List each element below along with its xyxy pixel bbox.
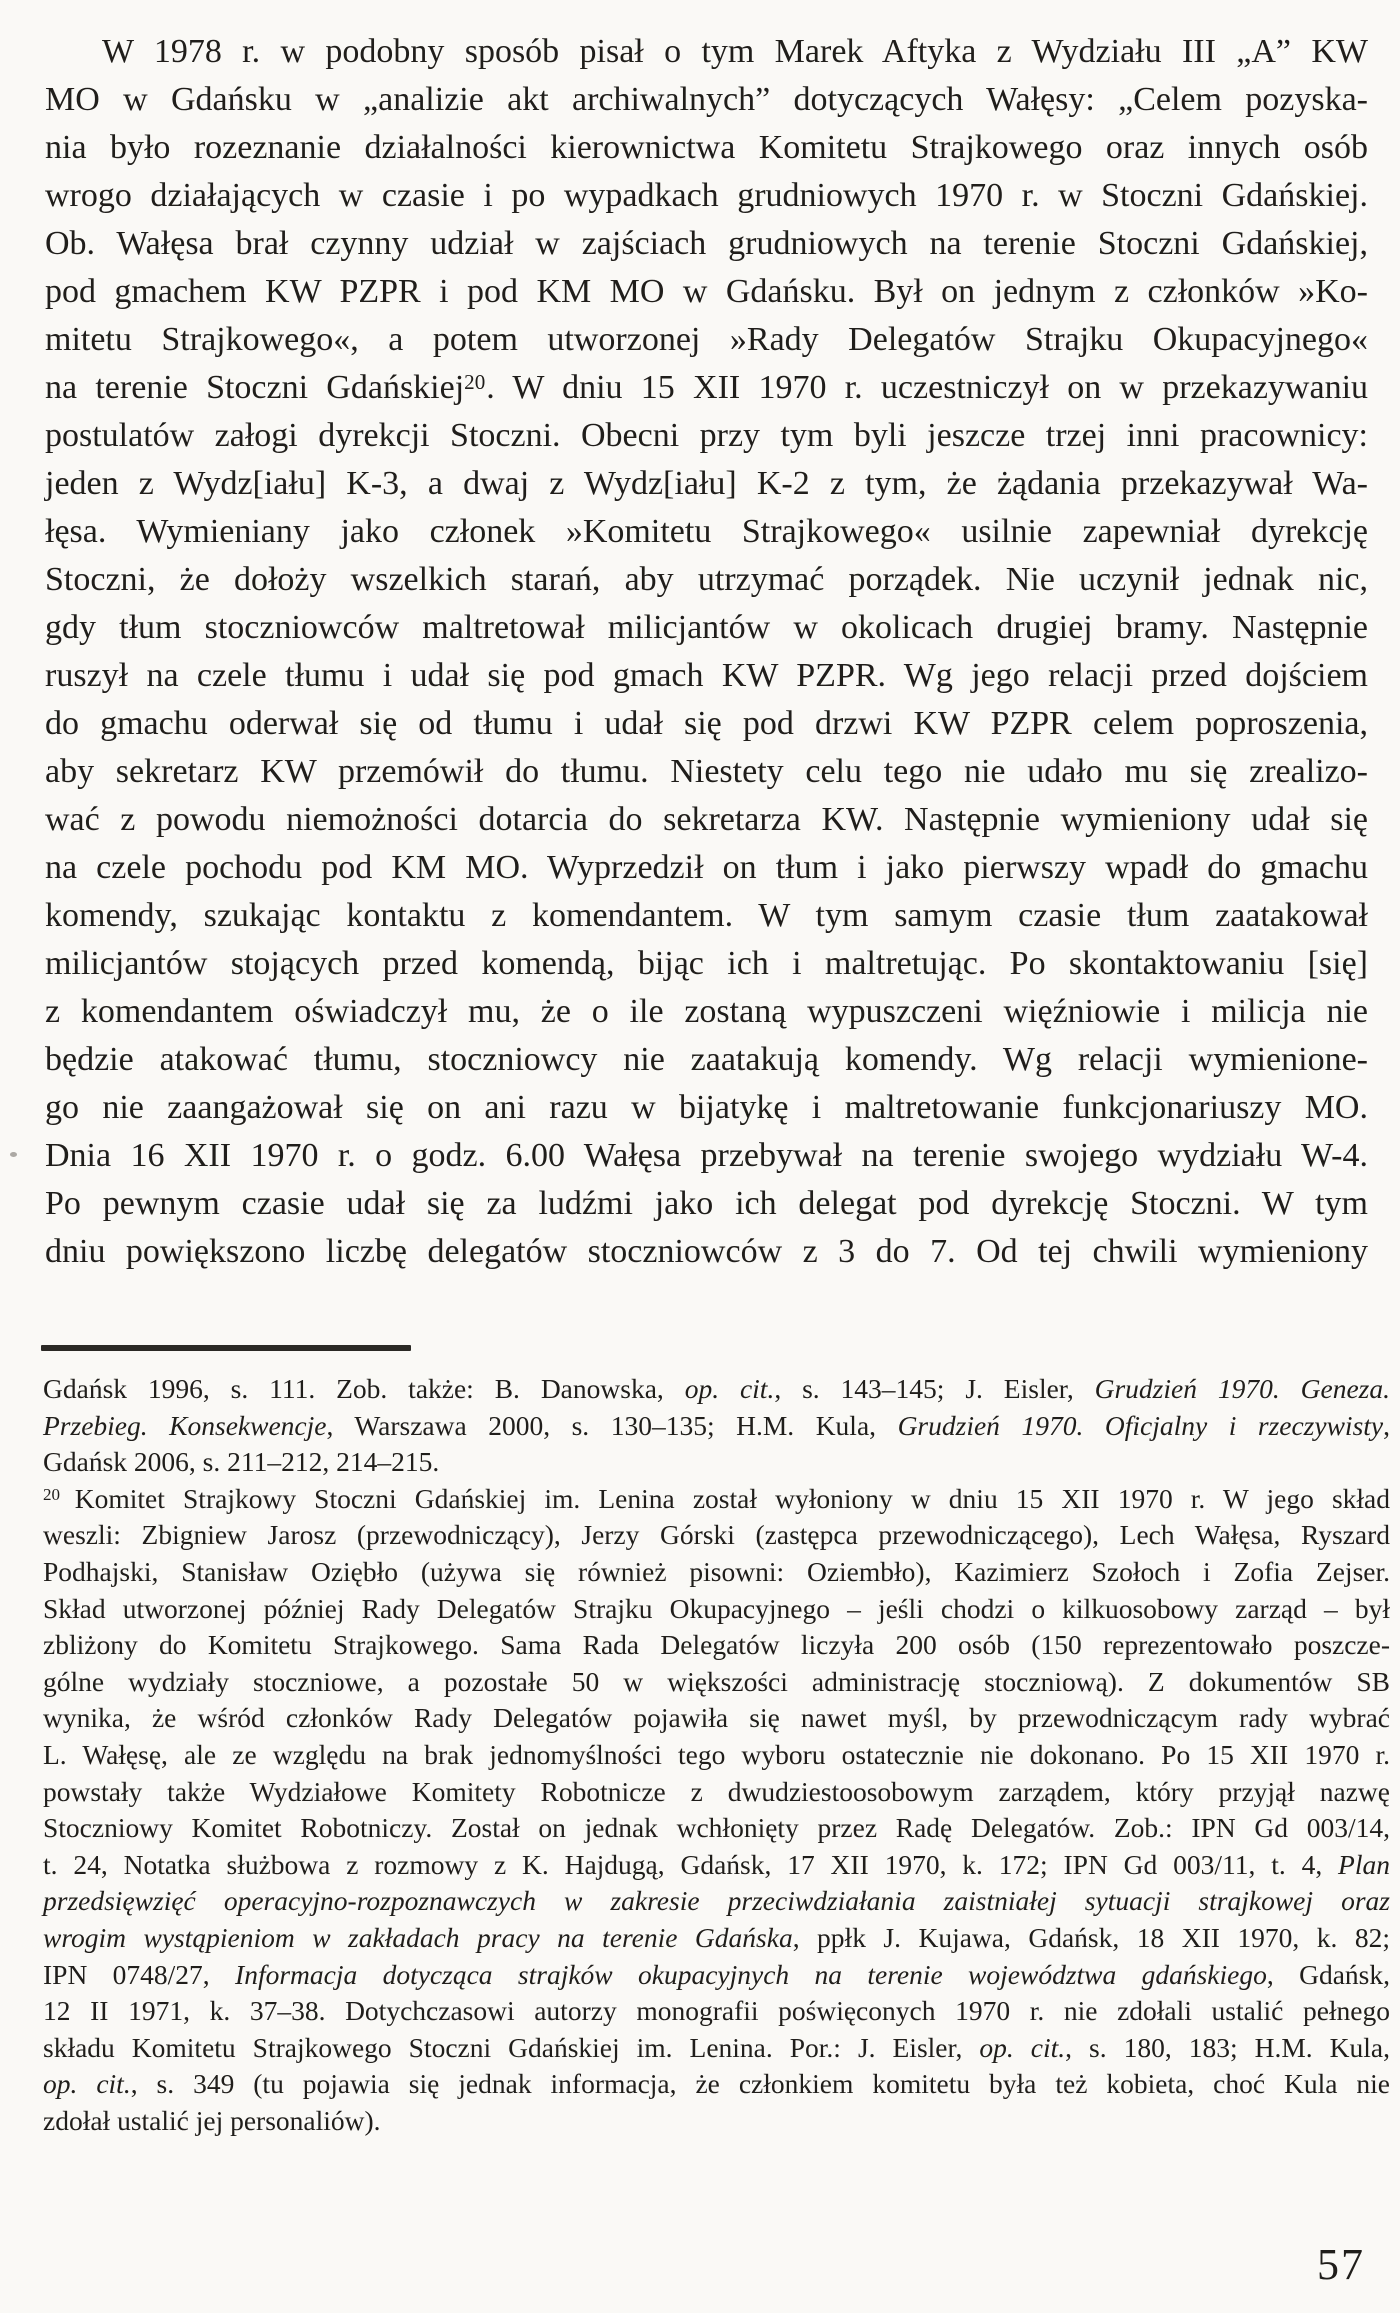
text-segment: , ppłk J. Kujawa, Gdańsk, 18 XII 1970, k. 82;: [792, 1921, 1390, 1953]
text-line: [43, 1481, 1390, 1518]
text-segment: ,: [1383, 1409, 1390, 1441]
text-segment: powstały także Wydziałowe Komitety Robotnicze z dwudziestoosobowym zarządem, który przyjął nazwę: [43, 1775, 1390, 1807]
page-number: 57: [1317, 2240, 1365, 2289]
text-segment: , s. 180, 183; H.M. Kula,: [1065, 2031, 1390, 2063]
scan-speck: [10, 1152, 17, 1157]
text-segment: op. cit.: [684, 1373, 775, 1404]
text-segment: , s. 349 (tu pojawia się jednak informacja, że członkiem komitetu była też kobieta, choć Kula nie: [130, 2068, 1390, 2100]
text-segment: 12 II 1971, k. 37–38. Dotychczasowi autorzy monografii poświęconych 1970 r. nie zdołali ustalić pełnego: [43, 1995, 1390, 2027]
text-segment: MO w Gdańsku w „analizie akt archiwalnych” dotyczących Wałęsy: „Celem pozyska-: [45, 81, 1368, 118]
text-line: [45, 220, 1368, 268]
text-line: [45, 748, 1368, 796]
text-line: [45, 268, 1368, 316]
text-line: [45, 508, 1368, 556]
text-segment: op. cit.: [43, 2068, 131, 2100]
text-line: [43, 1591, 1390, 1628]
text-line: [45, 796, 1368, 844]
text-segment: weszli: Zbigniew Jarosz (przewodniczący), Jerzy Górski (zastępca przewodniczącego), Lech Wałęsa, Ryszard: [43, 1519, 1390, 1551]
text-segment: gólne wydziały stoczniowe, a pozostałe 50 w większości administrację stoczniową). Z dokumentów SB: [43, 1665, 1390, 1697]
text-segment: przedsięwzięć operacyjno-rozpoznawczych w zakresie przeciwdziałania zaistniałej sytuacji strajkowej oraz: [43, 1885, 1390, 1917]
text-segment: . W dniu 15 XII 1970 r. uczestniczył on w przekazywaniu: [486, 369, 1369, 406]
text-segment: składu Komitetu Strajkowego Stoczni Gdańskiej im. Lenina. Por.: J. Eisler,: [43, 2031, 980, 2063]
text-segment: milicjantów stojących przed komendą, bijąc ich i maltretując. Po skontaktowaniu [się]: [45, 945, 1368, 982]
footnote-marker-20: 20: [43, 1485, 61, 1505]
text-segment: zdołał ustalić jej personaliów).: [43, 2104, 381, 2136]
text-line: [43, 1883, 1390, 1920]
footnote-ref-20: 20: [464, 369, 486, 394]
text-line: [45, 316, 1368, 364]
text-segment: Informacja dotycząca strajków okupacyjnych na terenie województwa gdańskiego: [235, 1958, 1267, 1990]
text-segment: na czele pochodu pod KM MO. Wyprzedził on tłum i jako pierwszy wpadł do gmachu: [45, 849, 1368, 886]
text-segment: Skład utworzonej później Rady Delegatów Strajku Okupacyjnego – jeśli chodzi o kilkuosobowy zarząd – był: [43, 1592, 1390, 1624]
text-segment: nia było rozeznanie działalności kierownictwa Komitetu Strajkowego oraz innych osób: [45, 129, 1368, 166]
text-segment: t. 24, Notatka służbowa z rozmowy z K. Hajdugą, Gdańsk, 17 XII 1970, k. 172; IPN Gd 003/11, t. 4,: [43, 1848, 1339, 1880]
text-segment: mitetu Strajkowego«, a potem utworzonej »Rady Delegatów Strajku Okupacyjnego«: [45, 321, 1368, 358]
text-segment: zbliżony do Komitetu Strajkowego. Sama Rada Delegatów liczyła 200 osób (150 reprezentowało poszcze-: [43, 1629, 1390, 1661]
text-segment: postulatów załogi dyrekcji Stoczni. Obecni przy tym byli jeszcze trzej inni pracownicy:: [45, 417, 1368, 454]
text-line: [43, 1847, 1390, 1884]
footnotes-block: [43, 1371, 1390, 2139]
text-line: [45, 556, 1368, 604]
text-line: [45, 700, 1368, 748]
text-line: [45, 76, 1368, 124]
text-line: [43, 1517, 1390, 1554]
text-line: [43, 1627, 1390, 1664]
text-line: [45, 1084, 1368, 1132]
text-line: [45, 1180, 1368, 1228]
text-segment: Komitet Strajkowy Stoczni Gdańskiej im. Lenina został wyłoniony w dniu 15 XII 1970 r. W jego skład: [61, 1482, 1390, 1514]
text-line: [45, 412, 1368, 460]
text-line: [45, 604, 1368, 652]
text-segment: wrogo działających w czasie i po wypadkach grudniowych 1970 r. w Stoczni Gdańskiej.: [45, 177, 1368, 214]
text-segment: Stoczni, że dołoży wszelkich starań, aby utrzymać porządek. Nie uczynił jednak nic,: [45, 561, 1368, 598]
text-line: [43, 1774, 1390, 1811]
text-line: [43, 1554, 1390, 1591]
text-segment: jeden z Wydz[iału] K-3, a dwaj z Wydz[iału] K-2 z tym, że żądania przekazywał Wa-: [45, 465, 1368, 502]
text-segment: gdy tłum stoczniowców maltretował milicjantów w okolicach drugiej bramy. Następnie: [45, 609, 1368, 646]
text-segment: W 1978 r. w podobny sposób pisał o tym Marek Aftyka z Wydziału III „A” KW: [102, 33, 1368, 70]
text-segment: Stoczniowy Komitet Robotniczy. Został on jednak wchłonięty przez Radę Delegatów. Zob.: IPN Gd 003/14,: [43, 1812, 1390, 1844]
text-segment: Po pewnym czasie udał się za ludźmi jako ich delegat pod dyrekcję Stoczni. W tym: [45, 1185, 1368, 1222]
text-segment: Grudzień 1970. Oficjalny i rzeczywisty: [897, 1409, 1384, 1441]
text-segment: L. Wałęsę, ale ze względu na brak jednomyślności tego wyboru ostatecznie nie dokonano. Po 15 XII 1970 r.: [43, 1738, 1390, 1770]
text-line: [45, 28, 1368, 76]
text-segment: Przebieg. Konsekwencje: [43, 1409, 327, 1441]
text-segment: Dnia 16 XII 1970 r. o godz. 6.00 Wałęsa przebywał na terenie swojego wydziału W-4.: [45, 1137, 1368, 1174]
text-line: [45, 988, 1368, 1036]
text-segment: wać z powodu niemożności dotarcia do sekretarza KW. Następnie wymieniony udał się: [45, 801, 1368, 838]
text-line: [43, 1810, 1390, 1847]
footnote-19-continuation: [43, 1371, 1390, 1481]
text-line: [45, 460, 1368, 508]
text-line: [43, 1700, 1390, 1737]
text-line: [43, 1920, 1390, 1957]
text-segment: z komendantem oświadczył mu, że o ile zostaną wypuszczeni więźniowie i milicja nie: [45, 993, 1368, 1030]
text-segment: Grudzień 1970. Geneza.: [1094, 1373, 1390, 1404]
text-line: [43, 1371, 1390, 1408]
text-segment: Plan: [1338, 1848, 1390, 1880]
text-line: [45, 1132, 1368, 1180]
text-segment: go nie zaangażował się on ani razu w bijatykę i maltretowanie funkcjonariuszy MO.: [45, 1089, 1368, 1126]
text-segment: będzie atakować tłumu, stoczniowcy nie zaatakują komendy. Wg relacji wymienione-: [45, 1041, 1368, 1078]
text-segment: Ob. Wałęsa brał czynny udział w zajściach grudniowych na terenie Stoczni Gdańskiej,: [45, 225, 1368, 262]
text-line: [43, 1408, 1390, 1445]
text-segment: do gmachu oderwał się od tłumu i udał się pod drzwi KW PZPR celem poproszenia,: [45, 705, 1368, 742]
text-segment: aby sekretarz KW przemówił do tłumu. Niestety celu tego nie udało mu się zrealizo-: [45, 753, 1368, 790]
text-line: [45, 940, 1368, 988]
text-segment: na terenie Stoczni Gdańskiej: [45, 369, 465, 406]
text-line: [45, 172, 1368, 220]
text-line: [45, 364, 1368, 412]
text-line: [43, 2103, 1390, 2140]
text-line: [43, 1444, 1390, 1481]
text-segment: łęsa. Wymieniany jako członek »Komitetu Strajkowego« usilnie zapewniał dyrekcję: [45, 513, 1368, 550]
text-line: [45, 1228, 1368, 1276]
text-segment: pod gmachem KW PZPR i pod KM MO w Gdańsku. Był on jednym z członków »Ko-: [45, 273, 1368, 310]
footnote-separator: [41, 1345, 411, 1351]
text-segment: Gdańsk 1996, s. 111. Zob. także: B. Danowska,: [43, 1373, 685, 1404]
text-line: [43, 1957, 1390, 1994]
text-segment: , Warszawa 2000, s. 130–135; H.M. Kula,: [326, 1409, 898, 1441]
text-line: [43, 2030, 1390, 2067]
text-segment: Gdańsk 2006, s. 211–212, 214–215.: [43, 1446, 440, 1478]
text-segment: wynika, że wśród członków Rady Delegatów pojawiła się nawet myśl, by przewodniczącym rady wybrać: [43, 1702, 1390, 1734]
text-line: [43, 1993, 1390, 2030]
text-segment: Podhajski, Stanisław Oziębło (używa się również pisowni: Oziembło), Kazimierz Szołoch i Zofia Zejser.: [43, 1555, 1390, 1587]
footnote-20: [43, 1481, 1390, 2140]
text-segment: IPN 0748/27,: [43, 1958, 236, 1990]
text-segment: dniu powiększono liczbę delegatów stoczniowców z 3 do 7. Od tej chwili wymieniony: [45, 1233, 1368, 1270]
text-segment: ruszył na czele tłumu i udał się pod gmach KW PZPR. Wg jego relacji przed dojściem: [45, 657, 1368, 694]
text-line: [43, 2066, 1390, 2103]
text-line: [45, 892, 1368, 940]
text-line: [45, 844, 1368, 892]
text-line: [45, 1036, 1368, 1084]
text-line: [43, 1664, 1390, 1701]
text-line: [43, 1737, 1390, 1774]
text-segment: , Gdańsk,: [1266, 1958, 1390, 1990]
text-line: [45, 652, 1368, 700]
main-paragraph: [45, 28, 1368, 1276]
text-segment: wrogim wystąpieniom w zakładach pracy na terenie Gdańska: [43, 1921, 793, 1953]
text-segment: , s. 143–145; J. Eisler,: [774, 1373, 1095, 1404]
text-line: [45, 124, 1368, 172]
text-segment: op. cit.: [979, 2031, 1066, 2063]
text-segment: komendy, szukając kontaktu z komendantem. W tym samym czasie tłum zaatakował: [45, 897, 1368, 934]
